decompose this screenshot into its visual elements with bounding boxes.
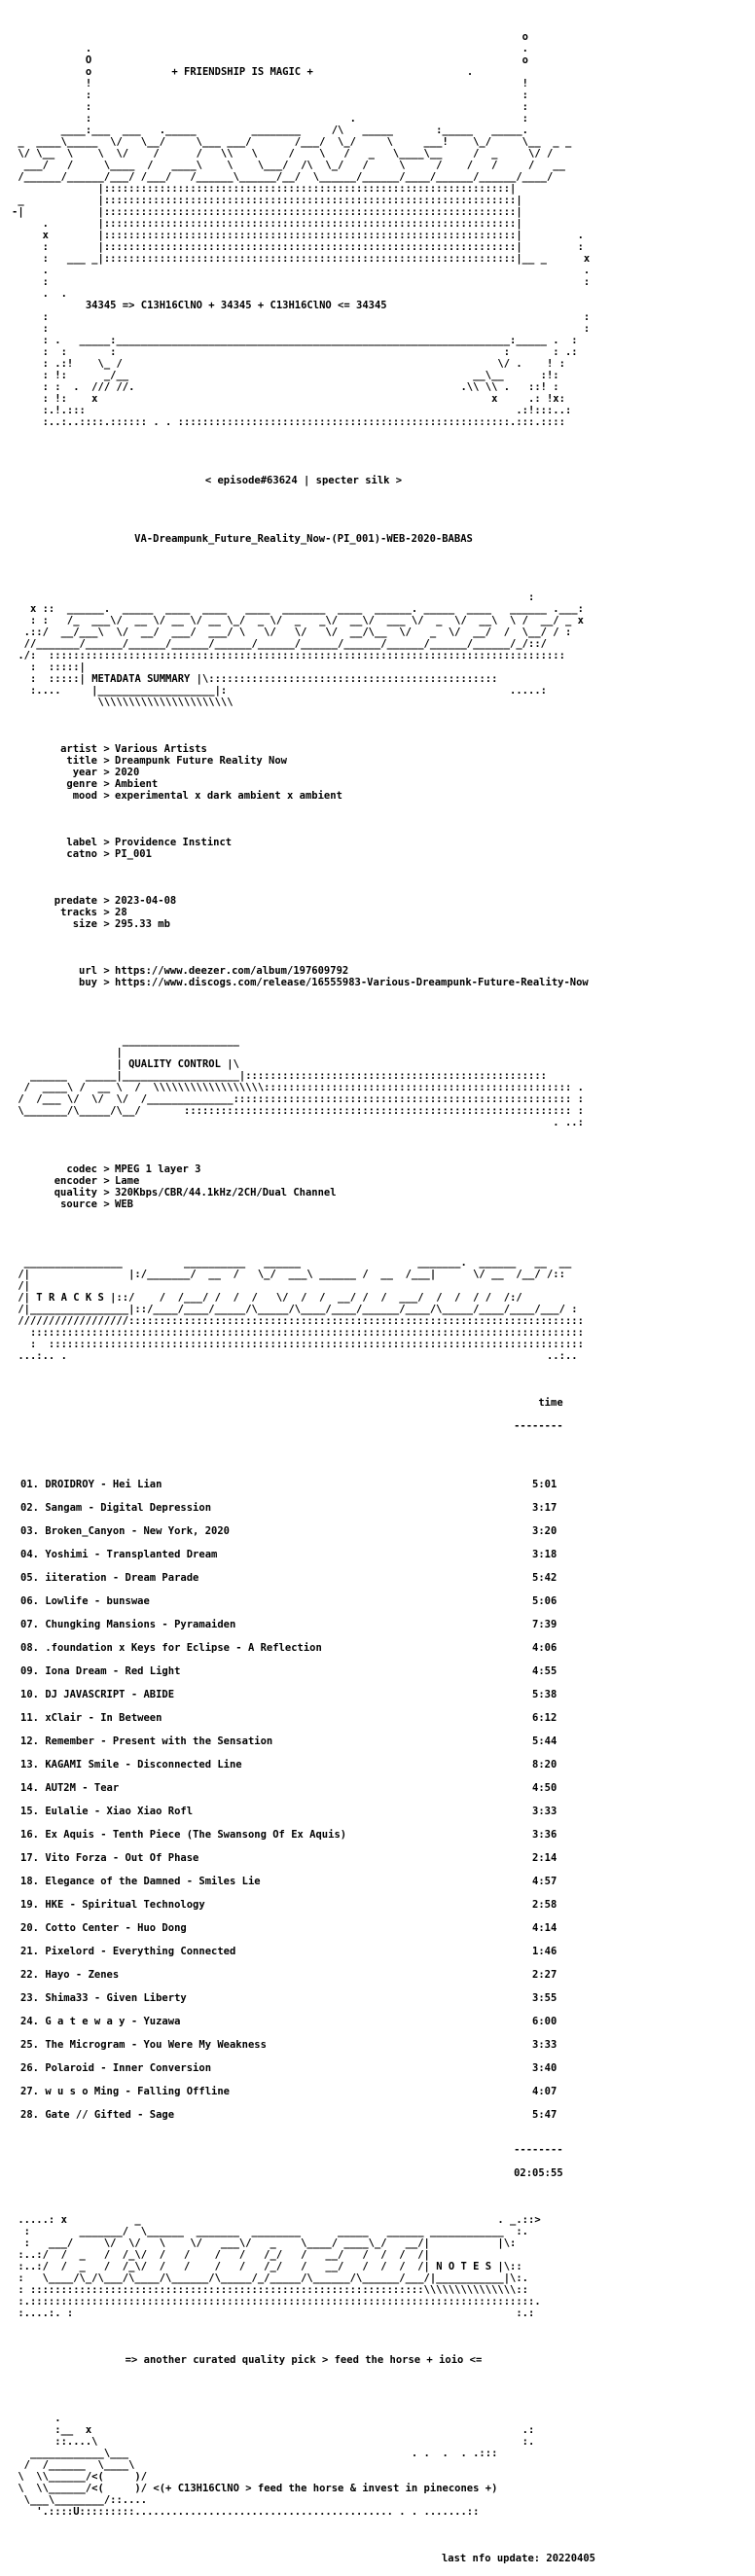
episode-text: < episode#63624 | specter silk > [204, 475, 403, 486]
metadata-label: url [79, 965, 97, 977]
total-time: 02:05:55 [514, 2167, 563, 2179]
track-number: 06. [20, 1595, 39, 1607]
track-number: 25. [20, 2039, 39, 2051]
track-number: 07. [20, 1619, 39, 1630]
track-title: The Microgram - You Were My Weakness [45, 2039, 267, 2051]
quality-value: MPEG 1 layer 3 [115, 1163, 201, 1175]
track-title: Sangam - Digital Depression [45, 1502, 212, 1514]
metadata-row-title: title > Dreampunk Future Reality Now [12, 755, 751, 767]
metadata-value: PI_001 [115, 848, 152, 860]
metadata-row-size: size > 295.33 mb [12, 918, 751, 930]
quality-label: quality [54, 1187, 97, 1199]
header-art-bottom: : : : : : . _____:________________________________________________________________:_____ . : : : : : : .: : .:! \_ / \/ . ! : : !: _/__ __\__ :!: : : . /// //. .\\ \\ . ::! : : !: x x .: !x: :.!.::: .:!:::..: :..:..::::.:::::: . . ::::::::::::::::::::::::::::::::::::::::::::::::::::::.:::.:::: [42, 311, 591, 428]
footer-art: . :__ x .: ::....\ :. ____________\___ . . . . .::: / /______ \____\ \ \\______/<( )/ [18, 2413, 535, 2483]
track-time: 4:06 [532, 1642, 557, 1654]
track-row [12, 1806, 751, 1817]
track-time: 5:06 [532, 1595, 557, 1607]
tracks-header-art-bottom: /|________________|::/____/____/_____/\_____/\____/____/______/____/\_____/____/____/___/ : //////////////////:::::::::::::::::::::::::::::::::::::::::::::::::::::::::::::::::::::::::: :::::::::::::::::::::::::::::::::::::::::::::::::::::::::::::::::::::::::::::::::::::::::: : ::::::::::::::::::::::::::::::::::::::::::::::::::::::::::::::::::::::::::::::::::::::: ...:.. . ..:.. [18, 1304, 584, 1362]
tracks-title-row: /| T R A C K S |::/ / /___/ / / / \/ / / __/ / / ___/ / / / / /:/ [12, 1292, 522, 1304]
track-number: 21. [20, 1946, 39, 1957]
track-row [12, 1852, 751, 1864]
metadata-label: catno [66, 848, 97, 860]
tracks-time-rule: -------- [514, 1420, 563, 1432]
metadata-label: label [66, 837, 97, 848]
track-row [12, 1876, 751, 1887]
metadata-row-label: label > Providence Instinct [12, 837, 751, 848]
track-number: 17. [20, 1852, 39, 1864]
track-row [12, 1782, 751, 1794]
notes-header-art-bottom: : \____/\_/\___/\____/\______/\_____/_/_____/\______/\______/___/|___________|\:. : ::::::::::::::::::::::::::::::::::::::::::::::::::::::::::::::::\\\\\\\\\\\\\\\:: :.::::::::::::::::::::::::::::::::::::::::::::::::::::::::::::::::::::::::::::::::::. :....:. : :.: [18, 2272, 541, 2319]
url-link[interactable]: https://www.deezer.com/album/197609792 [115, 965, 349, 977]
track-number: 10. [20, 1689, 39, 1700]
quality-header-art-bottom: ______ _____|___________________|::::::::::::::::::::::::::::::::::::::::::::::::: / ____\ / __ \ / \\\\\\\\\\\\\\\\\\:::::::::::::::::::::::::::::::::::::::::::::::::: . / /___ \/ \/ \/ /______________::::::::::::::::::::::::::::::::::::::::::::::::::::::: : \_______/\_____/\__/ ::::::::::::::::::::::::::::::::::::::::::::::::::::::::::::::: : . ..: [18, 1070, 584, 1128]
track-number: 08. [20, 1642, 39, 1654]
track-number: 03. [20, 1525, 39, 1537]
track-title: iiteration - Dream Parade [45, 1572, 199, 1584]
track-time: 1:46 [532, 1946, 557, 1957]
track-title: Broken_Canyon - New York, 2020 [45, 1525, 230, 1537]
track-number: 15. [20, 1806, 39, 1817]
notes-header-art: .....: x _ . _.::> : _______/ \______ _______ ________ _____ ______ ____________ :. : ___/ \/ \/ \ \/ ___\/ _ \____/ ____\_/ __/| |\: :..:/ / _ / /_\/ / / / / /_/ / __/ / / / /| [18, 2214, 541, 2261]
metadata-label: mood [72, 790, 97, 802]
track-number: 11. [20, 1712, 39, 1724]
nfo-document [12, 8, 751, 2576]
track-row [12, 2016, 751, 2027]
track-title: Eulalie - Xiao Xiao Rofl [45, 1806, 194, 1817]
metadata-label: predate [54, 895, 97, 907]
header-art-top: o . . O o o + FRIENDSHIP IS MAGIC + . ! ! : : : : : . : ____:___ ___ ._____ ________ /\ _____ :_____ _____. _ ____\_____ \/ \__/ \___ ___/ /___/ \_/ \ ___! \_/ \__ _ _ \/ \__ \ \ \/ / / \\ \ / \ / _ \____\__ / _ \/ / ___/ / \____ / ____\ \ \___/ /\ \_/ / \ / / / / __ /______/______/___/ /___/ /______\______/__/ \______/______/____/______/______/____/ |::::::::::::::::::::::::::::::::::::::::::::::::::::::::::::::::::| _ |:::::::::::::::::::::::::::::::::::::::::::::::::::::::::::::::::::| -| |:::::::::::::::::::::::::::::::::::::::::::::::::::::::::::::::::::| . |:::::::::::::::::::::::::::::::::::::::::::::::::::::::::::::::::::| x |:::::::::::::::::::::::::::::::::::::::::::::::::::::::::::::::::::| . : |:::::::::::::::::::::::::::::::::::::::::::::::::::::::::::::::::::| : : ___ _|:::::::::::::::::::::::::::::::::::::::::::::::::::::::::::::::::::|__ _ x . . : : . . [12, 31, 591, 300]
episode-line [12, 475, 595, 486]
label-fields [12, 837, 751, 860]
footer-tagline-row: \ \\______/<( )/ <(+ C13H16ClNO > feed the horse & invest in pinecones +) [12, 2483, 498, 2494]
release-name: VA-Dreampunk_Future_Reality_Now-(PI_001)-WEB-2020-BABAS [134, 533, 473, 545]
track-number: 13. [20, 1759, 39, 1771]
track-time: 4:57 [532, 1876, 557, 1887]
quality-header-art: ___________________ | [116, 1035, 239, 1058]
metadata-row-tracks: tracks > 28 [12, 907, 751, 918]
track-title: Pixelord - Everything Connected [45, 1946, 236, 1957]
metadata-label: genre [66, 778, 97, 790]
track-time: 6:00 [532, 2016, 557, 2027]
track-number: 24. [20, 2016, 39, 2027]
track-title: Shima33 - Given Liberty [45, 1992, 187, 2004]
track-number: 14. [20, 1782, 39, 1794]
track-title: xClair - In Between [45, 1712, 162, 1724]
notes-title-row: :..:/ / _ / /_\/ / / / / /_/ / __/ / / / /| N O T E S |\:: [12, 2261, 522, 2272]
track-row [12, 1829, 751, 1841]
metadata-row-year: year > 2020 [12, 767, 751, 778]
track-title: DROIDROY - Hei Lian [45, 1479, 162, 1490]
track-title: AUT2M - Tear [45, 1782, 120, 1794]
metadata-value: Dreampunk Future Reality Now [115, 755, 288, 767]
track-title: Iona Dream - Red Light [45, 1665, 181, 1677]
track-row [12, 1712, 751, 1724]
track-time: 2:14 [532, 1852, 557, 1864]
metadata-row-mood: mood > experimental x dark ambient x ambient [12, 790, 751, 802]
track-row [12, 2086, 751, 2097]
banner-text: + FRIENDSHIP IS MAGIC + [171, 66, 313, 78]
track-row [12, 1899, 751, 1911]
track-row [12, 1735, 751, 1747]
metadata-value: 2020 [115, 767, 140, 778]
track-time: 3:55 [532, 1992, 557, 2004]
track-title: w u s o Ming - Falling Offline [45, 2086, 230, 2097]
track-time: 7:39 [532, 1619, 557, 1630]
track-number: 23. [20, 1992, 39, 2004]
track-row [12, 2039, 751, 2051]
metadata-label: year [72, 767, 97, 778]
track-title: Ex Aquis - Tenth Piece (The Swansong Of Ex Aquis) [45, 1829, 347, 1841]
track-time: 3:33 [532, 1806, 557, 1817]
track-row [12, 1759, 751, 1771]
notes-title: N O T E S [436, 2261, 492, 2272]
track-title: Polaroid - Inner Conversion [45, 2062, 212, 2074]
quality-value: 320Kbps/CBR/44.1kHz/2CH/Dual Channel [115, 1187, 337, 1199]
quality-value: Lame [115, 1175, 140, 1187]
track-time: 5:47 [532, 2109, 557, 2121]
track-number: 18. [20, 1876, 39, 1887]
track-title: Remember - Present with the Sensation [45, 1735, 273, 1747]
track-title: Lowlife - bunswae [45, 1595, 150, 1607]
formula-line [12, 300, 751, 311]
last-update: last nfo update: 20220405 [441, 2553, 595, 2564]
buy-link[interactable]: https://www.discogs.com/release/16555983-Various-Dreampunk-Future-Reality-Now [115, 977, 589, 988]
quality-row-encoder: encoder > Lame [12, 1175, 751, 1187]
footer-update-line [12, 2553, 595, 2564]
metadata-label: artist [60, 743, 97, 755]
track-number: 20. [20, 1922, 39, 1934]
track-number: 09. [20, 1665, 39, 1677]
track-row [12, 1665, 751, 1677]
track-title: .foundation x Keys for Eclipse - A Reflection [45, 1642, 322, 1654]
track-row [12, 1572, 751, 1584]
quality-title: QUALITY CONTROL [128, 1058, 221, 1070]
track-time: 3:33 [532, 2039, 557, 2051]
track-title: DJ JAVASCRIPT - ABIDE [45, 1689, 175, 1700]
track-row [12, 1642, 751, 1654]
tracks-time-header-row [12, 1397, 751, 1409]
track-time: 4:55 [532, 1665, 557, 1677]
quality-fields [12, 1163, 751, 1210]
metadata-header-art-bottom: :.... |___________________|: .....: \\\\\\\\\\\\\\\\\\\\\\ [29, 685, 547, 708]
track-row [12, 1992, 751, 2004]
track-title: Hayo - Zenes [45, 1969, 120, 1981]
track-title: G a t e w a y - Yuzawa [45, 2016, 181, 2027]
track-time: 5:01 [532, 1479, 557, 1490]
notes-text: => another curated quality pick > feed the horse + ioio <= [125, 2354, 483, 2366]
track-row [12, 2109, 751, 2121]
time-header: time [538, 1397, 563, 1409]
track-number: 28. [20, 2109, 39, 2121]
track-number: 04. [20, 1549, 39, 1560]
metadata-value: Various Artists [115, 743, 207, 755]
quality-title-row: | QUALITY CONTROL |\ [12, 1058, 239, 1070]
quality-label: encoder [54, 1175, 97, 1187]
quality-row-source: source > WEB [12, 1199, 751, 1210]
metadata-title-row: : :::::| METADATA SUMMARY |\::::::::::::::::::::::::::::::::::::::::::::::: [12, 673, 498, 685]
track-row [12, 1689, 751, 1700]
track-number: 26. [20, 2062, 39, 2074]
metadata-label: size [72, 918, 97, 930]
metadata-row-url: url > https://www.deezer.com/album/197609792 [12, 965, 751, 977]
track-time: 5:44 [532, 1735, 557, 1747]
track-time: 4:07 [532, 2086, 557, 2097]
tracks-title: T R A C K S [36, 1292, 104, 1304]
metadata-value: 295.33 mb [115, 918, 170, 930]
track-time: 5:42 [532, 1572, 557, 1584]
metadata-value: experimental x dark ambient x ambient [115, 790, 342, 802]
track-number: 27. [20, 2086, 39, 2097]
metadata-label: buy [79, 977, 97, 988]
metadata-row-buy: buy > https://www.discogs.com/release/16555983-Various-Dreampunk-Future-Reality-Now [12, 977, 751, 988]
track-number: 05. [20, 1572, 39, 1584]
footer-tagline: <(+ C13H16ClNO > feed the horse & invest in pinecones +) [153, 2483, 498, 2494]
quality-row-quality: quality > 320Kbps/CBR/44.1kHz/2CH/Dual Channel [12, 1187, 751, 1199]
track-row [12, 1502, 751, 1514]
metadata-value: 28 [115, 907, 127, 918]
track-time: 3:40 [532, 2062, 557, 2074]
track-number: 22. [20, 1969, 39, 1981]
track-time: 6:12 [532, 1712, 557, 1724]
track-title: Elegance of the Damned - Smiles Lie [45, 1876, 261, 1887]
track-title: Yoshimi - Transplanted Dream [45, 1549, 218, 1560]
track-row [12, 1619, 751, 1630]
quality-row-codec: codec > MPEG 1 layer 3 [12, 1163, 751, 1175]
metadata-label: tracks [60, 907, 97, 918]
track-number: 01. [20, 1479, 39, 1490]
track-title: Cotto Center - Huo Dong [45, 1922, 187, 1934]
track-row [12, 1922, 751, 1934]
track-time: 4:50 [532, 1782, 557, 1794]
tracks-total-rule: -------- [514, 2144, 563, 2156]
track-title: KAGAMI Smile - Disconnected Line [45, 1759, 242, 1771]
track-time: 2:27 [532, 1969, 557, 1981]
track-row [12, 1525, 751, 1537]
metadata-header-art: : x :: ______. _____ ____ ____ ____ _______ ____ ______. _____ ____ ______ .___: : : /_ ___\/ __ \/ __ \/ __ \_/ _ \/ _ _\/ __\/ ___ \/ _ \/ __\ \ / __/ _ x .::/ __/___\ \/ __/ ___/ ___/ \ \/ \/ \/ __/\__ \/ _ \/ __/ / \__/ / : //_______/______/______/______/______/______/______/______/______/______/______/_/::/ ./: :::::::::::::::::::::::::::::::::::::::::::::::::::::::::::::::::::::::::::::::::::: : :::::| [18, 591, 584, 673]
track-title: Gate // Gifted - Sage [45, 2109, 175, 2121]
release-name-line [12, 533, 595, 545]
link-fields [12, 965, 751, 988]
metadata-row-predate: predate > 2023-04-08 [12, 895, 751, 907]
track-time: 3:17 [532, 1502, 557, 1514]
track-time: 5:38 [532, 1689, 557, 1700]
track-number: 12. [20, 1735, 39, 1747]
track-number: 19. [20, 1899, 39, 1911]
track-time: 3:36 [532, 1829, 557, 1841]
track-time: 3:18 [532, 1549, 557, 1560]
track-time: 3:20 [532, 1525, 557, 1537]
track-title: Chungking Mansions - Pyramaiden [45, 1619, 236, 1630]
metadata-title: METADATA SUMMARY [91, 673, 191, 685]
tracks-header-art: ________________ __________ ______ _______. ______ __ __ /| |:/_______/ __ / \_/ ___\ ______ / __ /___| \/ __ /__/ /:: /| [18, 1257, 572, 1292]
release-fields [12, 895, 751, 930]
track-row [12, 2062, 751, 2074]
track-title: HKE - Spiritual Technology [45, 1899, 205, 1911]
notes-line [12, 2354, 595, 2366]
track-row [12, 1549, 751, 1560]
formula-text: 34345 => C13H16ClNO + 34345 + C13H16ClNO <= 34345 [85, 300, 387, 311]
track-time: 8:20 [532, 1759, 557, 1771]
quality-label: codec [66, 1163, 97, 1175]
metadata-row-catno: catno > PI_001 [12, 848, 751, 860]
track-row [12, 1595, 751, 1607]
track-row [12, 1946, 751, 1957]
tracks-total-row [12, 2167, 751, 2179]
track-time: 2:58 [532, 1899, 557, 1911]
metadata-row-artist: artist > Various Artists [12, 743, 751, 755]
metadata-value: 2023-04-08 [115, 895, 177, 907]
quality-label: source [60, 1199, 97, 1210]
track-number: 02. [20, 1502, 39, 1514]
track-number: 16. [20, 1829, 39, 1841]
track-title: Vito Forza - Out Of Phase [45, 1852, 199, 1864]
quality-value: WEB [115, 1199, 133, 1210]
metadata-row-genre: genre > Ambient [12, 778, 751, 790]
metadata-value: Ambient [115, 778, 159, 790]
metadata-fields [12, 743, 751, 802]
metadata-label: title [66, 755, 97, 767]
tracklist [12, 1467, 751, 2132]
metadata-value: Providence Instinct [115, 837, 233, 848]
track-row [12, 1479, 751, 1490]
footer-art-bottom: \___\________/::.... '.::::U:::::::::.......................................... . . .......:: [23, 2494, 480, 2518]
track-row [12, 1969, 751, 1981]
track-time: 4:14 [532, 1922, 557, 1934]
